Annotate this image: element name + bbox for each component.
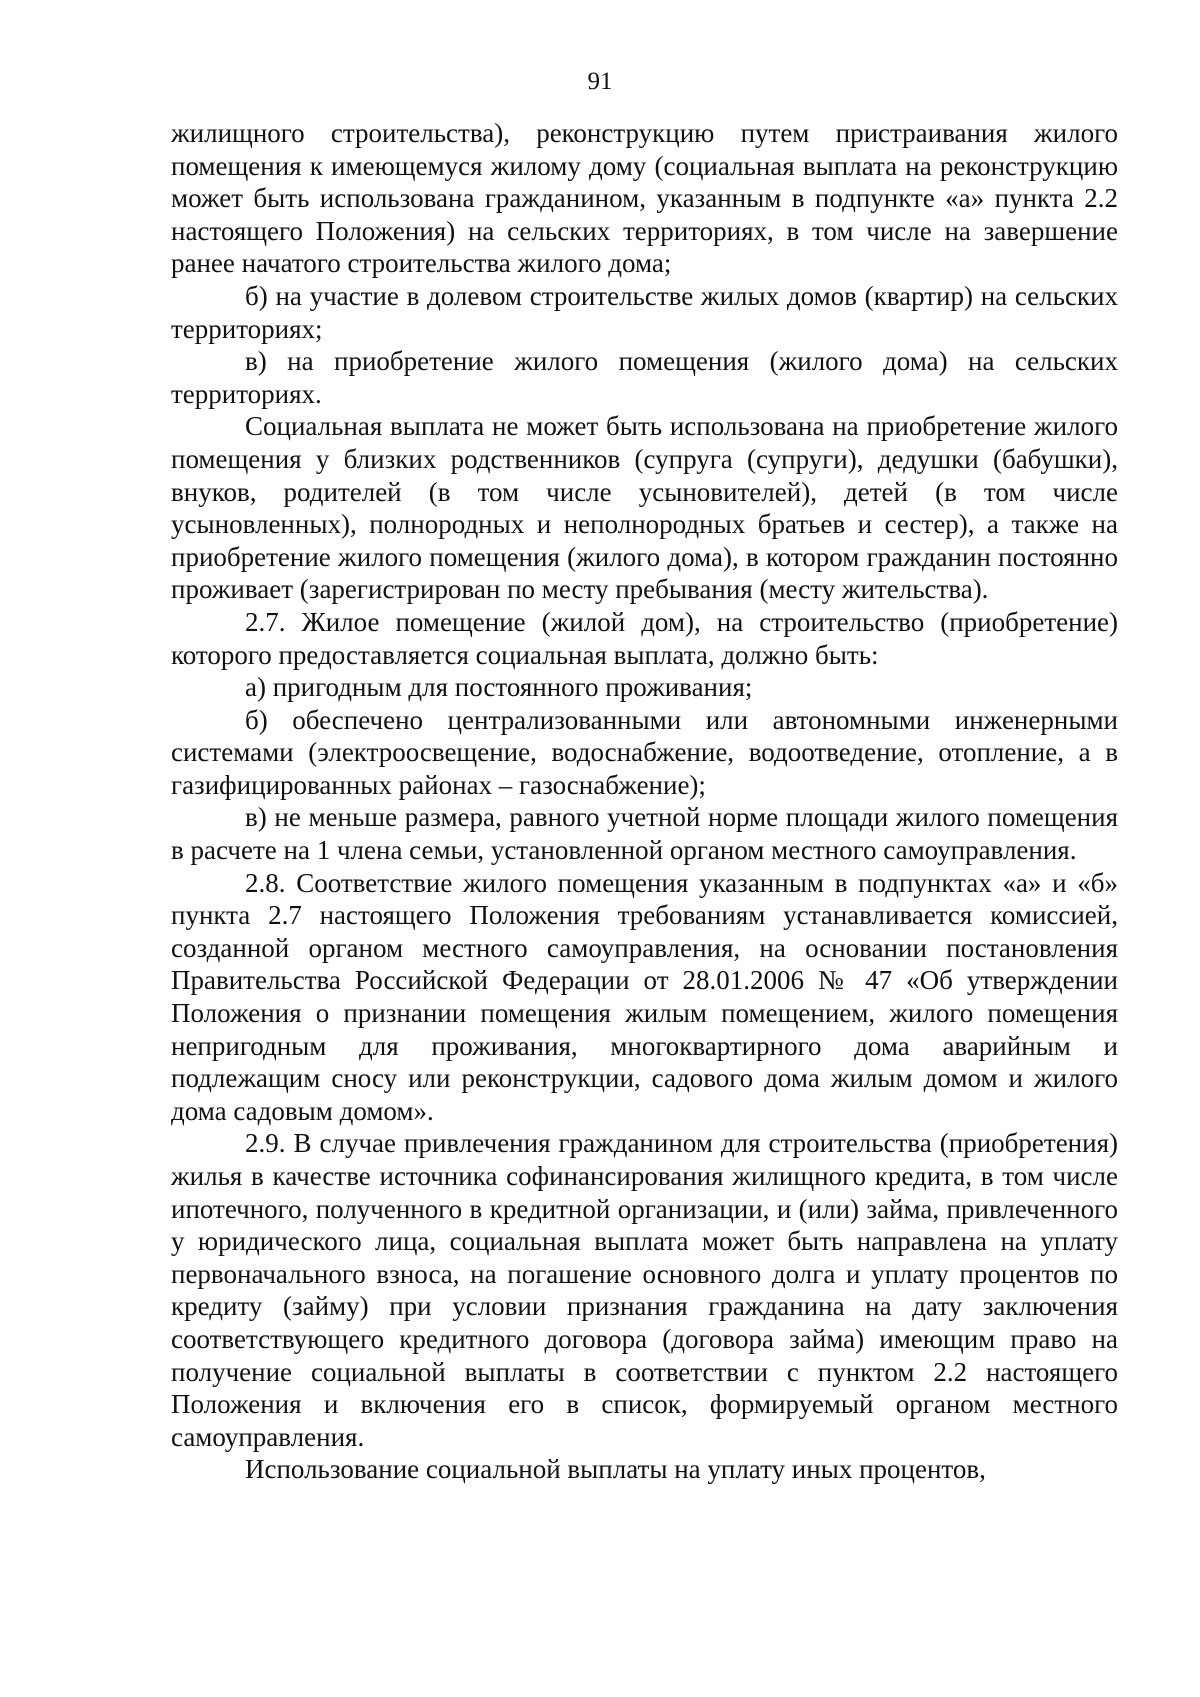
page-number: 91 bbox=[587, 68, 613, 95]
document-body bbox=[171, 117, 1118, 1486]
paragraph: а) пригодным для постоянного проживания; bbox=[245, 672, 753, 703]
paragraph: в) не меньше размера, равного учетной норме площади жилого помещения в расчете на 1 члена семьи, установленной органом местного самоуправления. bbox=[171, 802, 1118, 866]
paragraph: 2.9. В случае привлечения гражданином для строительства (приобретения) жилья в качестве источника софинансирования жилищного кредита, в том числе ипотечного, полученного в кредитной организации, и (или) займа, привлеченного у юридического лица, социальная выплата может быть направлена на уплату первоначального взноса, на погашение основного долга и уплату процентов по кредиту (займу) при условии признания гражданина на дату заключения соответствующего кредитного договора (договора займа) имеющим право на получение социальной выплаты в соответствии с пунктом 2.2 настоящего Положения и включения его в список, формируемый органом местного самоуправления. bbox=[171, 1128, 1118, 1452]
paragraph: Социальная выплата не может быть использована на приобретение жилого помещения у близких родственников (супруга (супруги), дедушки (бабушки), внуков, родителей (в том числе усыновителей), детей (в том числе усыновленных), полнородных и неполнородных братьев и сестер), а также на приобретение жилого помещения (жилого дома), в котором гражданин постоянно проживает (зарегистрирован по месту пребывания (месту жительства). bbox=[171, 411, 1118, 605]
paragraph: Использование социальной выплаты на уплату иных процентов, bbox=[245, 1454, 986, 1485]
paragraph: 2.8. Соответствие жилого помещения указанным в подпунктах «а» и «б» пункта 2.7 настоящего Положения требованиям устанавливается комиссией, созданной органом местного самоуправления, на основании постановления Правительства Российской Федерации от 28.01.2006 № 47 «Об утверждении Положения о признании помещения жилым помещением, жилого помещения непригодным для проживания, многоквартирного дома аварийным и подлежащим сносу или реконструкции, садового дома жилым домом и жилого дома садовым домом». bbox=[171, 867, 1118, 1126]
paragraph: б) обеспечено централизованными или автономными инженерными системами (электроосвещение, водоснабжение, водоотведение, отопление, а в газифицированных районах – газоснабжение); bbox=[171, 704, 1118, 800]
paragraph: жилищного строительства), реконструкцию путем пристраивания жилого помещения к имеющемуся жилому дому (социальная выплата на реконструкцию может быть использована гражданином, указанным в подпункте «а» пункта 2.2 настоящего Положения) на сельских территориях, в том числе на завершение ранее начатого строительства жилого дома; bbox=[171, 118, 1118, 279]
paragraph: в) на приобретение жилого помещения (жилого дома) на сельских территориях. bbox=[171, 346, 1118, 409]
paragraph: 2.7. Жилое помещение (жилой дом), на строительство (приобретение) которого предоставляется социальная выплата, должно быть: bbox=[171, 606, 1118, 670]
paragraph: б) на участие в долевом строительстве жилых домов (квартир) на сельских территориях; bbox=[171, 280, 1118, 344]
